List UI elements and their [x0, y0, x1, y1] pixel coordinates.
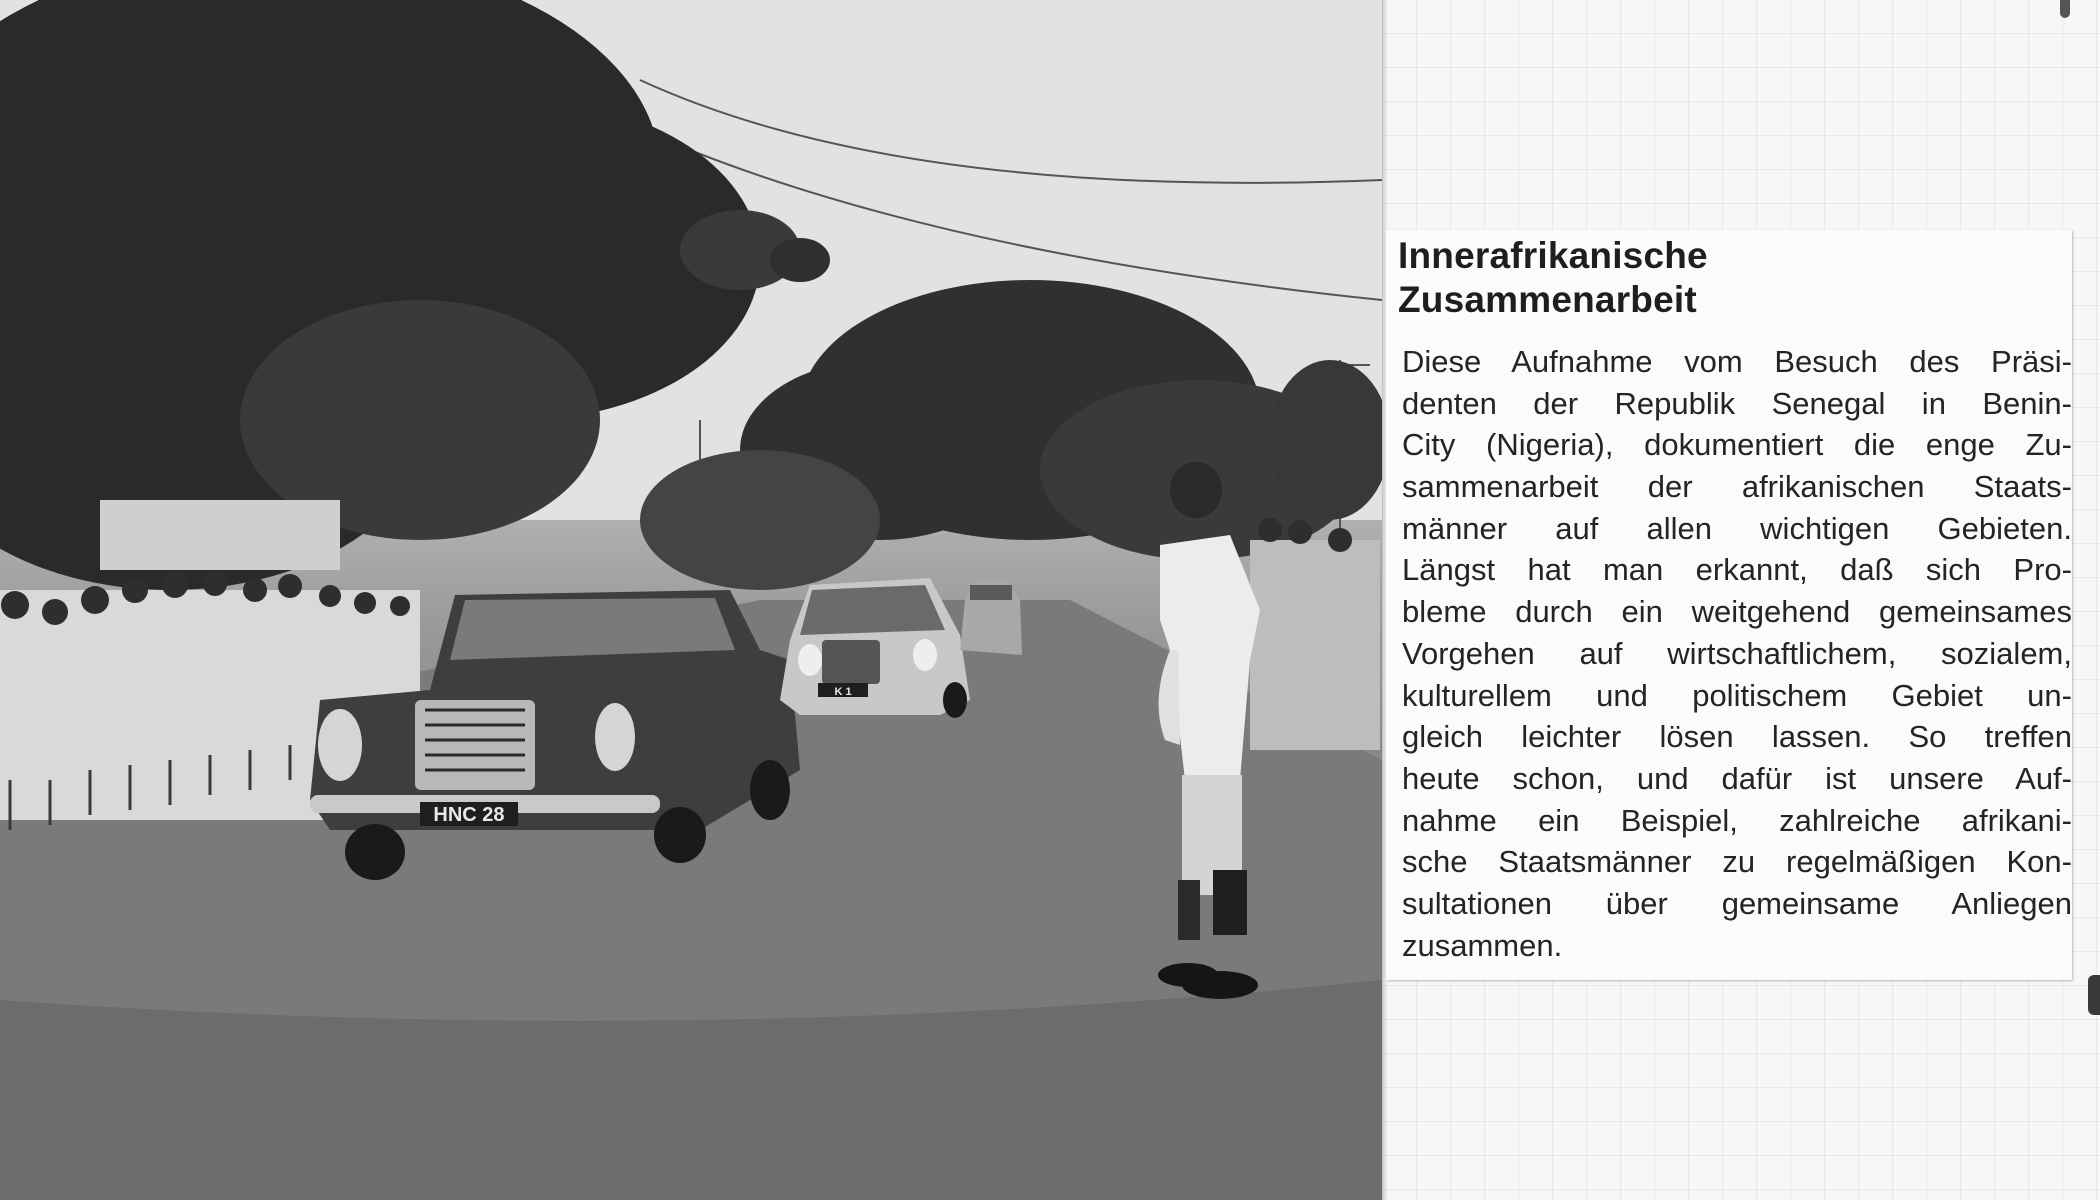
body-line: kulturellem und politischem Gebiet un-	[1402, 677, 2072, 713]
binding-mark	[2088, 975, 2100, 1015]
body-line: Diese Aufnahme vom Besuch des Präsi-	[1402, 344, 2072, 379]
body-line: denten der Republik Senegal in Benin-	[1402, 385, 2072, 421]
binding-mark-top	[2060, 0, 2070, 18]
second-car	[780, 578, 970, 718]
heading-line: Innerafrikanische	[1398, 235, 1708, 276]
body-line: Vorgehen auf wirtschaftlichem, sozialem,	[1402, 635, 2072, 671]
article-heading	[1398, 234, 2038, 322]
body-line: gleich leichter lösen lassen. So treffen	[1402, 719, 2072, 755]
lead-car-plate: HNC 28	[433, 804, 505, 826]
article-body	[1402, 341, 2072, 966]
body-line: bleme durch ein weitgehend gemeinsames	[1402, 594, 2072, 630]
body-line: sammenarbeit der afrikanischen Staats-	[1402, 469, 2072, 505]
body-line: zusammen.	[1402, 927, 1563, 963]
body-line: nahme ein Beispiel, zahlreiche afrikani-	[1402, 802, 2072, 838]
body-line: sche Staatsmänner zu regelmäßigen Kon-	[1402, 844, 2072, 880]
body-line: heute schon, und dafür ist unsere Auf-	[1402, 760, 2072, 796]
building	[100, 500, 340, 570]
body-line: sultationen über gemeinsame Anliegen	[1402, 885, 2072, 921]
crowd-right	[1250, 518, 1380, 750]
third-car	[960, 578, 1022, 655]
second-car-plate: K 1	[834, 686, 852, 698]
body-line: Längst hat man erkannt, daß sich Pro-	[1402, 552, 2072, 588]
heading-line: Zusammenarbeit	[1398, 279, 1697, 320]
body-line: männer auf allen wichtigen Gebieten.	[1402, 510, 2072, 546]
body-line: City (Nigeria), dokumentiert die enge Zu-	[1402, 427, 2072, 463]
